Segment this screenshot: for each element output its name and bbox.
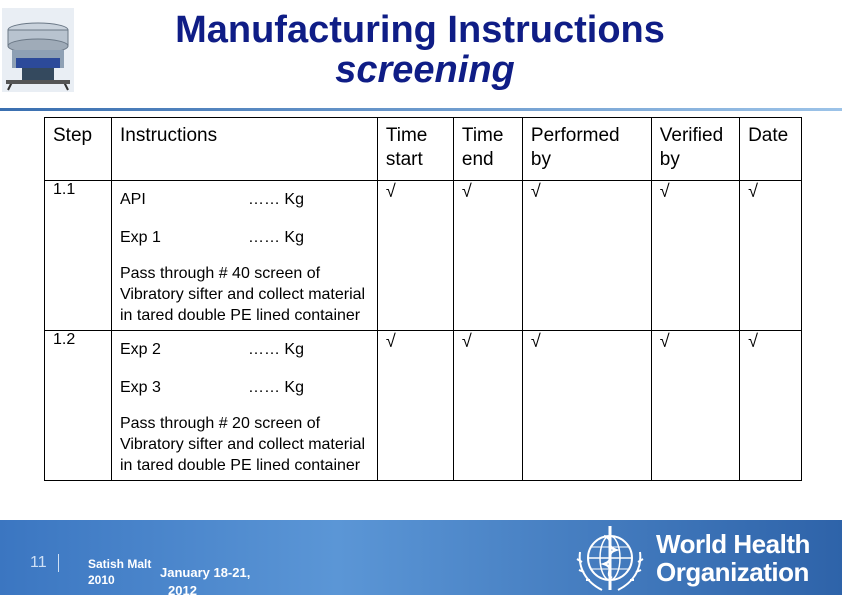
header-instructions: Instructions — [111, 118, 377, 181]
date-check: √ — [740, 181, 802, 331]
who-name-line-2: Organization — [656, 557, 809, 587]
material-name: Exp 2 — [119, 341, 161, 358]
instruction-text: Pass through # 20 screen of Vibratory sifter and collect material in tared double PE lined container — [119, 415, 366, 474]
verified-by-check: √ — [651, 181, 739, 331]
table-row — [45, 331, 802, 481]
material-quantity: …… Kg — [247, 229, 304, 246]
material-line — [120, 331, 369, 369]
presenter-name: Satish Malt — [88, 557, 152, 571]
header-divider — [0, 108, 842, 111]
page-title — [150, 10, 690, 90]
event-date-line-2: 2012 — [168, 583, 197, 598]
who-name — [656, 530, 810, 586]
material-quantity: …… Kg — [247, 379, 304, 396]
step-number: 1.2 — [45, 331, 112, 481]
instructions-table — [44, 117, 802, 481]
vibratory-sifter-image — [2, 8, 74, 92]
table-row — [45, 181, 802, 331]
material-line — [120, 369, 369, 407]
step-number: 1.1 — [45, 181, 112, 331]
date-check: √ — [740, 331, 802, 481]
header-time-start: Time start — [377, 118, 453, 181]
instruction-text: Pass through # 40 screen of Vibratory sifter and collect material in tared double PE lined container — [119, 265, 366, 324]
material-line — [120, 181, 369, 219]
footer-bar — [0, 520, 842, 598]
who-name-line-1: World Health — [656, 529, 810, 559]
material-quantity: …… Kg — [247, 191, 304, 208]
material-name: Exp 1 — [119, 229, 161, 246]
time-start-check: √ — [377, 331, 453, 481]
title-line-2: screening — [335, 49, 515, 91]
material-line — [120, 219, 369, 257]
verified-by-check: √ — [651, 331, 739, 481]
material-quantity: …… Kg — [247, 341, 304, 358]
table-header-row — [45, 118, 802, 181]
presenter-year: 2010 — [88, 573, 115, 587]
time-end-check: √ — [453, 331, 522, 481]
material-name: API — [119, 191, 146, 208]
material-name: Exp 3 — [119, 379, 161, 396]
header-date: Date — [740, 118, 802, 181]
instruction-cell — [111, 331, 377, 481]
page-number-divider — [58, 554, 59, 572]
header-step: Step — [45, 118, 112, 181]
who-emblem-icon — [572, 522, 648, 594]
header-performed-by: Performed by — [522, 118, 651, 181]
instruction-cell — [111, 181, 377, 331]
header-time-end: Time end — [453, 118, 522, 181]
header-verified-by: Verified by — [651, 118, 739, 181]
time-start-check: √ — [377, 181, 453, 331]
performed-by-check: √ — [522, 181, 651, 331]
performed-by-check: √ — [522, 331, 651, 481]
event-date-line-1: January 18-21, — [160, 565, 251, 580]
time-end-check: √ — [453, 181, 522, 331]
page-number: 11 — [30, 554, 47, 571]
presenter-info — [88, 556, 151, 588]
title-line-1: Manufacturing Instructions — [175, 9, 665, 51]
